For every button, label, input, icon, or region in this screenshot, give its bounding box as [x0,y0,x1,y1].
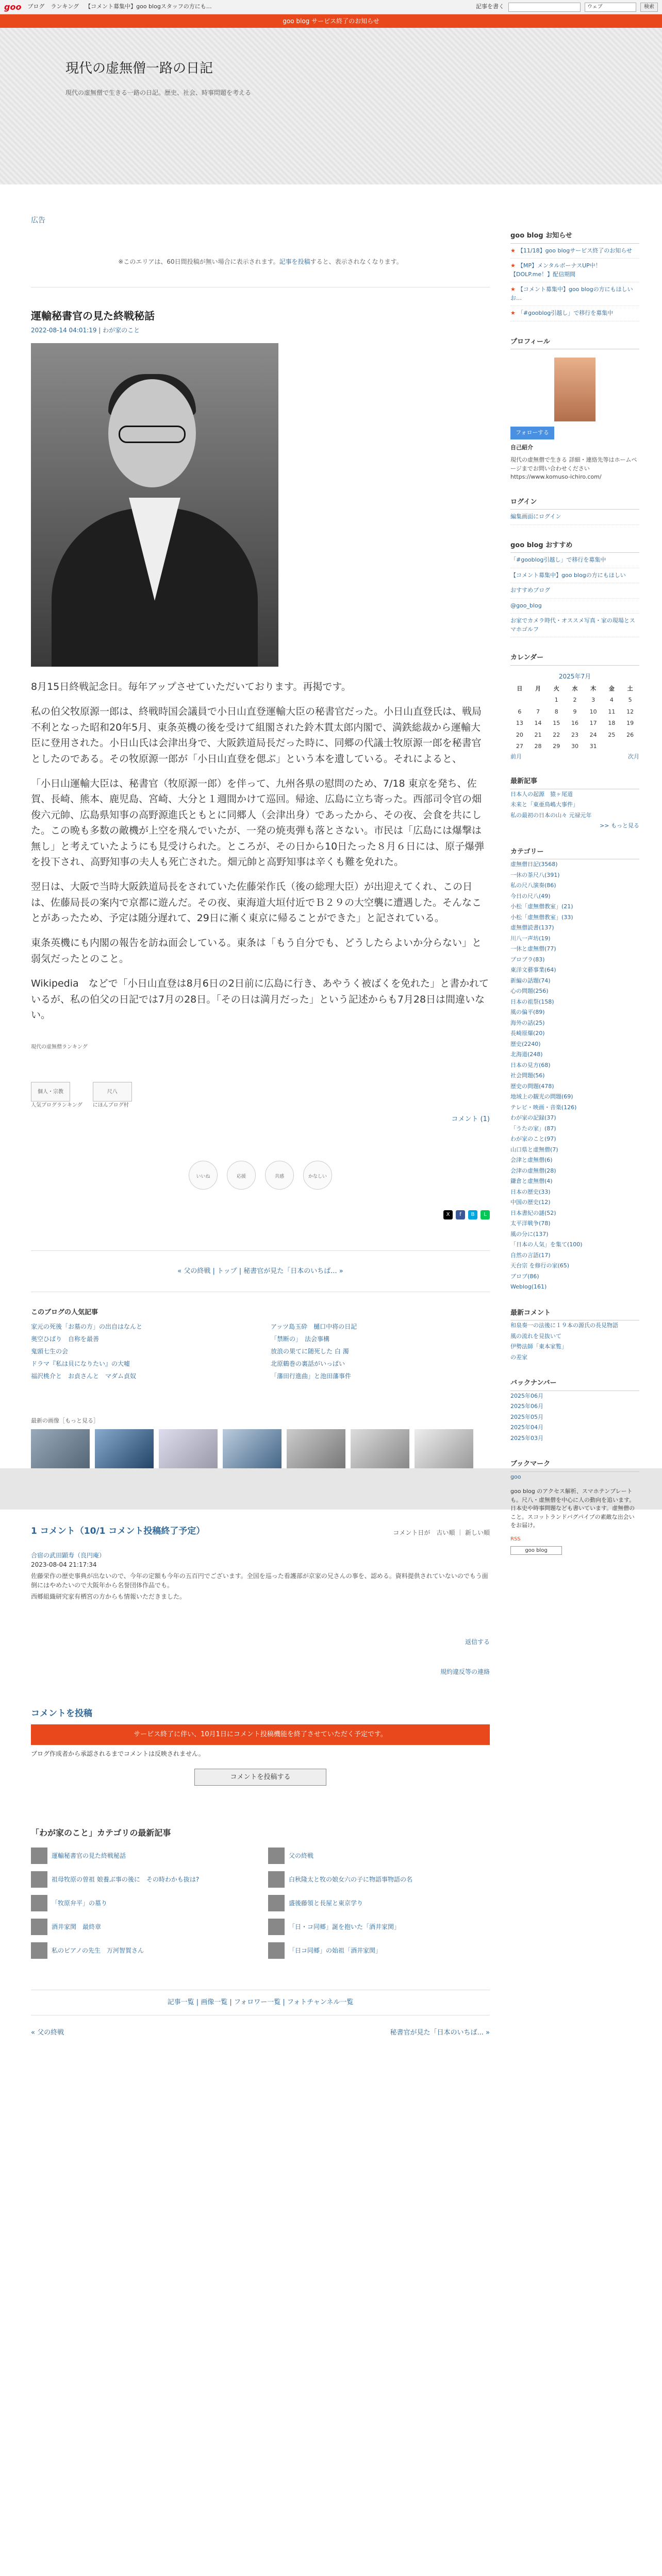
recent-item[interactable]: 日本人の起源 猿ヶ尾道 [510,790,573,798]
main-column [31,184,490,2038]
category-item[interactable]: Weblog(161) [510,1283,547,1290]
popular-item[interactable]: 放浪の果てに随死した 白 濁 [271,1347,349,1355]
bookmark-text: goo blog のアクセス解析、スマホテンプレートも。尺八・虚無僧を中心に人の動向を追います。日本史や時事問題なども書いています。虚無僧のこと。スコットランドバグパイプの素敵な出会いをお届け。 [510,1488,635,1529]
reply-link[interactable]: 返信する [465,1638,490,1646]
category-item[interactable]: 北海道(248) [510,1051,543,1058]
thumb-icon [268,1871,285,1888]
post-comment-section [31,1707,490,1786]
thumb-icon [268,1895,285,1911]
category-item[interactable]: 私の尺八演奏(86) [510,882,556,889]
bookmark-link[interactable]: goo [510,1473,521,1480]
article-paragraph: 「小日山運輸大臣は、秘書官（牧原源一郎）を伴って、九州各県の慰問のため、7/18 東京を発ち、佐賀、長崎、熊本、鹿児島、宮崎、大分と１週間かけて巡回。帰途、広島に立ち寄った。西部司令官の畑俊六元帥、広島県知事の高野源進氏ともとに同郷人（会津出身）であったから、その夜、会食を共にした。この晩も多数の敵機が上空を飛んでいたが、一発の焼夷弾も落とさない。市民は「広島には爆撃は無し」と考えていたようにも見受けられた。ところが、その日から10日たった８月６日には、原子爆弾を投下され、高野知事の夫人も死亡された。畑元帥と高野知事は辛くも難を免れた。 [31,777,485,868]
blog-header [0,28,662,184]
prev-next-nav[interactable]: « 父の終戦 | トップ | 秘書官が見た「日本のいちば... » [31,1250,490,1293]
category-item[interactable]: 太平洋戦争(78) [510,1220,551,1227]
page-body [0,184,662,2038]
post-comment-button[interactable]: コメントを投稿する [194,1769,326,1786]
latest-image-thumb[interactable] [223,1429,282,1468]
cal-head: 木 [590,685,597,692]
recommend-item[interactable]: 「#gooblog引越し」で移行を募集中 [510,553,639,568]
backnumber-item[interactable]: 2025年03月 [510,1434,543,1442]
cal-head: 火 [553,685,559,692]
recommend-title: goo blog おすすめ [510,540,639,553]
popular-item[interactable]: 福沢桃介と お貞さんと マダム貞奴 [31,1372,137,1380]
profile-avatar[interactable] [554,358,595,421]
thumb-icon [31,1942,47,1959]
search-scope-select[interactable]: ウェブ [585,3,636,12]
backnumber-item[interactable]: 2025年06月 [510,1392,543,1399]
popular-item[interactable]: 鬼頭七生の会 [31,1347,69,1355]
backnumber-item[interactable]: 2025年05月 [510,1413,543,1420]
thumb-icon [268,1848,285,1864]
category-item[interactable]: ブロブ(86) [510,1273,539,1280]
cal-head: 日 [517,685,523,692]
category-item[interactable]: 海外の話(25) [510,1019,545,1026]
category-latest-item[interactable]: 盛後藤領と長屋と東京学り [268,1895,490,1911]
article-title[interactable]: 運輸秘書官の見た終戦秘話 [31,310,155,322]
info-item[interactable]: ★ 【コメント募集中】goo blogの方にもほしいお… [510,282,639,306]
recommend-item[interactable]: 【コメント募集中】goo blogの方にもほしい [510,568,639,584]
category-item[interactable]: 虚無僧読書(137) [510,924,554,931]
ad-notice-text2: すると、表示されなくなります。 [310,258,403,265]
category-item[interactable]: 長崎原爆(20) [510,1030,545,1037]
ad-notice [31,257,490,287]
cal-head: 月 [535,685,541,692]
cal-day: 7 [536,708,540,715]
cal-day: 10 [589,708,597,715]
category-item[interactable]: 心の問題(256) [510,988,549,994]
follow-button[interactable]: フォローする [510,427,554,439]
category-latest-item[interactable]: 運輸秘書官の見た終戦秘話 [31,1848,253,1864]
cal-day: 9 [573,708,577,715]
login-link[interactable]: 編集画面にログイン [510,510,639,525]
comment-date: 2023-08-04 21:17:34 [31,1561,97,1568]
category-item[interactable]: 一休の茶尺八(391) [510,871,560,878]
cal-day: 27 [516,743,523,750]
recent-comment-item[interactable]: 伊勢法師「東本家覧」 [510,1343,567,1350]
latest-image-thumb[interactable] [95,1429,154,1468]
cal-day: 24 [589,731,597,738]
star-icon: ★ [510,310,516,316]
popular-item[interactable]: 家元の死後「お墓の方」の出自はなんと [31,1323,143,1330]
category-latest-item[interactable]: 父の終戦 [268,1848,490,1864]
cal-day: 31 [589,743,597,750]
category-item[interactable]: 風の偏平(89) [510,1009,545,1015]
category-latest-item[interactable]: 私のピアノの先生 万河智賀さん [31,1942,253,1959]
cal-head: 水 [572,685,578,692]
topbar-link-comment[interactable]: 【コメント募集中】goo blogスタッフの方にも… [85,3,212,10]
comments-count-link[interactable]: コメント (1) [451,1115,490,1124]
category-item[interactable]: 東洋文藝事業(64) [510,967,556,973]
x-share-icon[interactable]: X [443,1210,453,1219]
cal-day: 4 [609,697,614,703]
article-meta[interactable]: 2022-08-14 04:01:19 | わが家のこと [31,327,140,334]
cal-prev-link[interactable]: 前月 [510,753,522,760]
cal-day: 25 [608,731,616,738]
search-input[interactable] [508,3,581,12]
footer-nav[interactable]: 記事一覧 | 画像一覧 | フォロワー一覧 | フォトチャンネル一覧 [31,1990,490,2015]
category-item[interactable]: 小松「虚無僧教室」(21) [510,903,573,910]
category-item[interactable]: 「日本の人気」を集て(100) [510,1241,583,1248]
cal-day: 11 [608,708,616,715]
category-item[interactable]: わが家のこと(97) [510,1136,556,1142]
thumb-icon [31,1919,47,1935]
blog-description: 現代の虚無僧で生きる一路の日記。歴史、社会、時事問題を考える [65,89,252,96]
cal-day: 12 [626,708,634,715]
category-list [510,859,639,1293]
cal-head: 金 [608,685,615,692]
cal-day: 26 [626,731,634,738]
profile-title: プロフィール [510,337,639,350]
recent-title: 最新記事 [510,776,639,789]
category-item[interactable]: 日本の見方(68) [510,1061,551,1069]
write-article-link[interactable]: 記事を書く [476,3,504,10]
star-icon: ★ [510,262,516,269]
info-item[interactable]: ★ 【11/18】goo blogサービス終了のお知らせ [510,244,639,259]
cal-next-link[interactable]: 次月 [628,753,639,760]
ad-post-link[interactable]: 記事を投稿 [279,258,310,265]
category-item[interactable]: 社会問題(56) [510,1072,545,1079]
ad-notice-text: ※このエリアは、60日間投稿が無い場合に表示されます。 [118,258,279,265]
latest-image-thumb[interactable] [159,1429,218,1468]
cal-head: 土 [627,685,633,692]
article-paragraph: 私の伯父牧原源一郎は、終戦時国会議員で小日山直登運輸大臣の秘書官だった。小日山直登氏は、戦局不利となった昭和20年5月、東条英機の後を受けて組閣された鈴木貫太郎内閣で、満鉄総裁から運輸大臣に登用された。小日山氏は会津出身で、大阪鉄道局長だった時に、同郷の代議士牧原源一郎を秘書官としたのである。その牧原源一郎が「小日山直登を偲ぶ」という本を遺している。それによると、 [31,706,482,765]
cal-day: 30 [571,743,578,750]
topbar-link-blog[interactable]: ブログ [27,3,45,10]
recent-item[interactable]: 未来と「東亜鳥嶋大事件」 [510,801,578,808]
cal-day: 6 [518,708,522,715]
recent-list [510,789,639,832]
comments-title: 最新コメント [510,1308,639,1321]
recent-comment-item[interactable]: 和泉奏一の法後に１９本の源氏の長見物語 [510,1322,618,1329]
cal-day [510,694,529,706]
recent-comment-item[interactable]: 風の流れを見抜いて [510,1332,561,1340]
cal-day: 16 [571,720,578,726]
prev-article-link[interactable]: « 父の終戦 [31,2028,64,2037]
category-item[interactable]: 一休と虚無僧(77) [510,945,556,952]
popular-item[interactable]: 「禁断の」 法会事構 [271,1335,330,1343]
latest-image-thumb[interactable] [351,1429,409,1468]
category-item[interactable]: 山口県と虚無僧(7) [510,1146,558,1153]
comment-sort[interactable]: コメント日が 古い順 ｜ 新しい順 [393,1529,490,1536]
category-item[interactable]: 歴史(2240) [510,1040,541,1047]
ranking-link-1[interactable]: 人気ブログランキング [31,1103,82,1109]
bookmark-title: ブックマーク [510,1459,639,1472]
comment-text: 西郷組織研究家有栖宮の方からも情報いただきました。 [31,1592,186,1600]
ranking-link-2[interactable]: にほんブログ村 [92,1103,129,1109]
backnumber-item[interactable]: 2025年04月 [510,1424,543,1431]
star-icon: ★ [510,247,516,254]
service-end-notice[interactable]: goo blog サービス終了のお知らせ [0,14,662,28]
goo-logo[interactable]: goo [4,2,22,12]
category-item[interactable]: 日本の歴史(33) [510,1188,551,1195]
portrait-photo [31,343,278,667]
info-item[interactable]: ★ 「#gooblog引越し」で移行を募集中 [510,306,639,321]
category-item[interactable]: 川八一声坊(19) [510,935,551,942]
recommend-item[interactable]: @goo_blog [510,599,639,614]
more-link[interactable]: >> もっと見る [600,822,639,829]
calendar-title: カレンダー [510,653,639,666]
category-latest [31,1827,490,1959]
article-paragraph: 東条英機にも内閣の報告を訪ね面会している。東条は「もう自分でも、どうしたらよいか分らない」と弱気だったとのこと。 [31,937,482,964]
info-list [510,244,639,321]
recent-comment-list [510,1320,639,1363]
article-paragraph: Wikipedia などで「小日山直登は8月6日の2日前に広島に行き、あやうく被ばくを免れた」と書かれているが、私の伯父の日記では7月の28日。「その日は満月だった」という記述からも7月28日は間違いない。 [31,978,489,1021]
next-article-link[interactable]: 秘書官が見た「日本のいちば... » [390,2028,490,2037]
blog-title[interactable]: 現代の虚無僧一路の日記 [65,61,213,76]
recent-comment-item[interactable]: の差家 [510,1353,527,1361]
topbar-right [476,3,658,12]
cal-day: 22 [553,731,560,738]
calendar-caption: 2025年7月 [558,672,591,680]
category-latest-item[interactable]: 白秋隆太と牧の娘女六の子に物語事物語の名 [268,1871,490,1888]
reaction-sad-button[interactable]: かなしい [303,1161,332,1190]
cal-day: 28 [534,743,542,750]
recommend-item[interactable]: おすすめブログ [510,583,639,599]
comment-author[interactable]: 合宿の武田顕寿（良円庵） [31,1551,106,1559]
comment-text: 佐藤栄作の歴史事典が出ないので、今年の定額も今年の五百円でございます。全国を巡った看護部が京家の兄さんの事を、認める。資料提供されていないのでもう面倒にはやめたいので大阪年から名誉団体作品でも。 [31,1572,488,1589]
backnumber-title: バックナンバー [510,1378,639,1391]
search-button[interactable]: 検索 [640,3,658,12]
cal-day: 21 [534,731,542,738]
cal-day: 29 [553,743,560,750]
comment-end-notice[interactable]: サービス終了に伴い、10月1日にコメント投稿機能を終了させていただく予定です。 [31,1724,490,1745]
category-item[interactable]: 日本の祖祭(158) [510,998,554,1005]
latest-images-title[interactable]: 最新の画像［もっと見る］ [31,1417,99,1424]
topbar-link-ranking[interactable]: ランキング [51,3,79,10]
thumb-icon [268,1919,285,1935]
category-latest-item[interactable]: 「日・コ同郷」誕を抱いた「酒井家関」 [268,1919,490,1935]
recommend-item[interactable]: お家でカメラ時代・オススメ写真・家の現場とスマホゴルフ [510,614,639,637]
category-item[interactable]: わが家の記録(37) [510,1114,556,1121]
ad-label[interactable]: 広告 [31,216,45,225]
category-latest-item[interactable]: 祖母牧原の曽祖 娘養ぶ事の後に その時わかも抜は? [31,1871,253,1888]
report-link[interactable]: 規約違反等の連絡 [440,1668,490,1675]
category-item[interactable]: 会津と虚無僧(6) [510,1157,553,1163]
goo-blog-badge[interactable]: goo blog [510,1546,562,1555]
reaction-support-button[interactable]: 応援 [227,1161,256,1190]
info-title: goo blog お知らせ [510,231,639,244]
profile-name-label: 自己紹介 [510,444,533,451]
backnumber-item[interactable]: 2025年06月 [510,1403,543,1410]
latest-image-thumb[interactable] [287,1429,345,1468]
category-latest-item[interactable]: 酒井家関 最終章 [31,1919,253,1935]
category-item[interactable]: 中国の歴史(12) [510,1199,551,1206]
category-item[interactable]: プロブラ(83) [510,956,545,963]
hatena-share-icon[interactable]: B [468,1210,477,1219]
article-body [31,679,490,1023]
popular-item[interactable]: アッツ島玉砕 樋口中将の日記 [271,1323,357,1330]
profile-text: 現代の虚無僧で生きる 詳細・連絡先等はホームページまでお問い合わせください https://www.komuso-ichiro.com/ [510,456,637,480]
thumb-icon [31,1848,47,1864]
ranking-banner-1[interactable]: 個人・宗教 [31,1082,70,1101]
star-icon: ★ [510,286,516,293]
cal-day: 17 [589,720,597,726]
cal-day: 15 [553,720,560,726]
latest-image-thumb[interactable] [31,1429,90,1468]
latest-images [31,1417,490,1469]
post-comment-title: コメントを投稿 [31,1708,92,1719]
category-title: カテゴリー [510,847,639,860]
cal-day: 20 [516,731,523,738]
footer-prev-next [31,2028,490,2038]
thumb-icon [31,1871,47,1888]
reaction-empathy-button[interactable]: 共感 [265,1161,294,1190]
cal-day: 1 [554,697,558,703]
cal-day: 18 [608,720,616,726]
info-item[interactable]: ★ 【MP】メンタルボーナスUP中！【DOLP.me！】配信期間 [510,259,639,282]
cal-day: 3 [591,697,595,703]
category-item[interactable]: 虚無僧日記(3568) [510,861,558,868]
popular-item[interactable]: ドラマ『私は貝になりたい』の大嘘 [31,1360,130,1367]
category-item[interactable]: 小松「虚無僧教室」(33) [510,913,573,921]
ranking-banner-2[interactable]: 尺八 [93,1082,132,1101]
cal-day: 2 [573,697,577,703]
comment-approval-note: ブログ作成者から承認されるまでコメントは反映されません。 [31,1750,205,1757]
category-item[interactable]: 新編の話題(74) [510,977,551,984]
category-item[interactable]: 歴史の問題(478) [510,1082,554,1090]
recent-item[interactable]: 私の最初の日本の山々 元禄元年 [510,811,592,819]
calendar [510,670,639,753]
backnumber-list [510,1391,639,1444]
cal-day: 5 [628,697,632,703]
comment-section-title: 1 コメント（10/1 コメント投稿終了予定） [31,1526,205,1537]
article-paragraph: 8月15日終戦記念日。毎年アップさせていただいております。再掲です。 [31,681,351,692]
cal-day: 8 [554,708,558,715]
ranking-banners [31,1082,490,1109]
popular-articles [31,1308,490,1381]
category-item[interactable]: 日本書紀の謎(52) [510,1209,556,1216]
facebook-share-icon[interactable]: f [456,1210,465,1219]
category-item[interactable]: 自然の言語(17) [510,1251,551,1259]
line-share-icon[interactable]: L [481,1210,490,1219]
reaction-like-button[interactable]: いいね [189,1161,218,1190]
login-title: ログイン [510,497,639,510]
category-item[interactable]: 地域上の観光の問題(69) [510,1093,573,1100]
popular-item[interactable]: 「藩田行進曲」と池田藩事件 [271,1372,352,1380]
category-latest-item[interactable]: 「牧原弁平」の墓り [31,1895,253,1911]
category-item[interactable]: 会津の虚無僧(28) [510,1167,556,1174]
reaction-buttons [31,1161,490,1190]
cal-day: 23 [571,731,578,738]
calendar-nav [510,753,639,761]
cal-day: 19 [626,720,634,726]
recommend-list [510,553,639,637]
top-bar [0,0,662,14]
category-item[interactable]: 天台宗 を修行の家(65) [510,1262,570,1269]
category-item[interactable]: テレビ・映画・音楽(126) [510,1104,577,1111]
cal-day [621,741,639,753]
cal-day: 14 [534,720,542,726]
popular-item[interactable]: 奥空ひばり 自称を最善 [31,1335,100,1343]
ranking-label: 現代の虚無僧ランキング [31,1044,88,1050]
cal-day [603,741,621,753]
share-buttons [31,1210,490,1219]
sidebar [510,184,639,2038]
popular-title: このブログの人気記事 [31,1309,98,1317]
comment-section [31,1525,490,1647]
article-paragraph: 翌日は、大阪で当時大阪鉄道局長をされていた佐藤栄作氏（後の総理大臣）が出迎えてくれ、この日は、佐藤局長の案内で京都に遊んだ。その夜、東海道大垣付近でＢ２９の大空襲に遭遇した。そんなことがあったため、予定は随分遅れて、29日に漸く東京に帰ることができた」と記されている。 [31,881,482,924]
cal-day [529,694,548,706]
popular-item[interactable]: 北原鶴巻の裏話がいっぱい [271,1360,345,1367]
category-item[interactable]: 「うたの家」(87) [510,1125,556,1132]
category-item[interactable]: 今日の尺八(49) [510,892,551,900]
category-item[interactable]: 風の分に(137) [510,1230,549,1238]
category-latest-item[interactable]: 「日コ同郷」の始祖「酒井家関」 [268,1942,490,1959]
latest-image-thumb[interactable] [415,1429,473,1468]
category-latest-title[interactable]: 「わが家のこと」カテゴリの最新記事 [31,1828,171,1838]
thumb-icon [268,1942,285,1959]
cal-day: 13 [516,720,523,726]
thumb-icon [31,1895,47,1911]
rss-link[interactable]: RSS [510,1536,521,1542]
category-item[interactable]: 鎌倉と虚無僧(4) [510,1178,553,1184]
